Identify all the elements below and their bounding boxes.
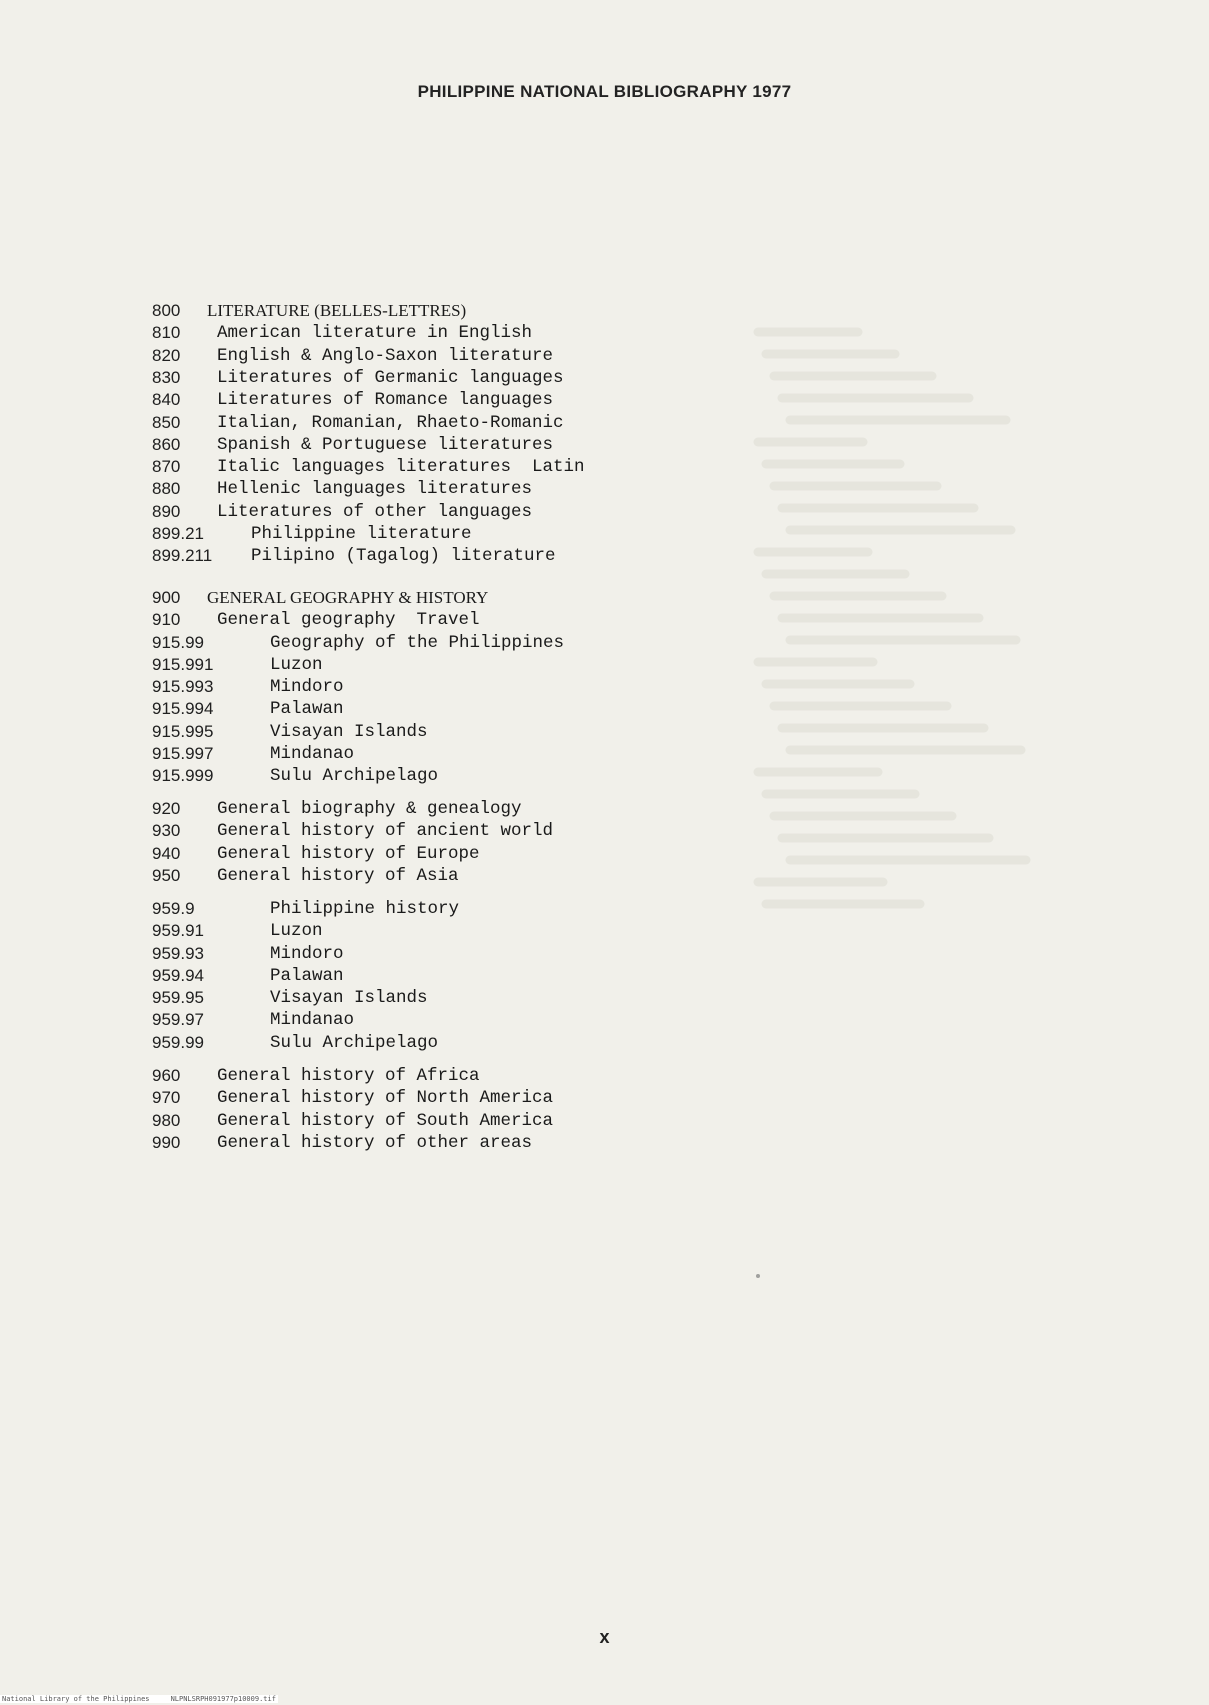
- class-label: Italian, Romanian, Rhaeto-Romanic: [217, 413, 564, 433]
- class-number: 915.99: [152, 633, 204, 652]
- class-number: 870: [152, 457, 181, 476]
- class-number: 860: [152, 435, 181, 454]
- class-number: 890: [152, 502, 181, 521]
- class-label: Italic languages literatures Latin: [217, 457, 585, 477]
- class-number: 915.995: [152, 722, 214, 741]
- class-number: 950: [152, 866, 181, 885]
- class-number: 820: [152, 346, 181, 365]
- class-number: 959.94: [152, 966, 204, 985]
- class-number: 980: [152, 1111, 181, 1130]
- class-label: Literatures of Romance languages: [217, 390, 554, 410]
- class-number: 959.93: [152, 944, 204, 963]
- class-label: General history of North America: [217, 1088, 554, 1108]
- paper-speck: [756, 1274, 760, 1278]
- class-label: Luzon: [270, 921, 323, 941]
- bleed-through-lines: [738, 322, 1068, 942]
- class-number: 959.97: [152, 1010, 204, 1029]
- class-number: 915.993: [152, 677, 214, 696]
- class-label: Sulu Archipelago: [270, 766, 439, 786]
- class-number: 840: [152, 390, 181, 409]
- class-number: 800: [152, 301, 181, 320]
- class-number: 810: [152, 323, 181, 342]
- class-label: Geography of the Philippines: [270, 633, 565, 653]
- class-label: Mindoro: [270, 944, 344, 964]
- class-label: General biography & genealogy: [217, 799, 522, 819]
- class-number: 830: [152, 368, 181, 387]
- class-label: Visayan Islands: [270, 988, 428, 1008]
- class-label: General history of Europe: [217, 844, 480, 864]
- bleed-through-texture: [700, 300, 1030, 920]
- class-label: Mindanao: [270, 744, 355, 764]
- class-label: Luzon: [270, 655, 323, 675]
- class-number: 960: [152, 1066, 181, 1085]
- class-label: Mindanao: [270, 1010, 355, 1030]
- class-number: 880: [152, 479, 181, 498]
- class-label: Mindoro: [270, 677, 344, 697]
- class-number: 899.21: [152, 524, 204, 543]
- class-label: General history of South America: [217, 1111, 554, 1131]
- page-number: x: [599, 1627, 610, 1647]
- class-number: 915.997: [152, 744, 214, 763]
- class-number: 959.99: [152, 1033, 204, 1052]
- class-number: 930: [152, 821, 181, 840]
- class-label: American literature in English: [217, 323, 533, 343]
- class-label: General history of other areas: [217, 1133, 533, 1153]
- class-label: Palawan: [270, 966, 344, 986]
- class-number: 959.95: [152, 988, 204, 1007]
- class-number: 915.991: [152, 655, 214, 674]
- class-label: General history of Africa: [217, 1066, 480, 1086]
- class-number: 959.91: [152, 921, 204, 940]
- page-title: PHILIPPINE NATIONAL BIBLIOGRAPHY 1977: [417, 82, 792, 101]
- class-number: 940: [152, 844, 181, 863]
- class-label: GENERAL GEOGRAPHY & HISTORY: [207, 588, 489, 607]
- class-label: Hellenic languages literatures: [217, 479, 533, 499]
- class-number: 959.9: [152, 899, 195, 918]
- class-number: 899.211: [152, 546, 213, 565]
- class-number: 900: [152, 588, 181, 607]
- class-number: 850: [152, 413, 181, 432]
- scan-footer: National Library of the Philippines NLPNLSRPH091977p10009.tif: [2, 1695, 276, 1703]
- class-label: General history of ancient world: [217, 821, 554, 841]
- class-number: 915.994: [152, 699, 214, 718]
- class-label: Visayan Islands: [270, 722, 428, 742]
- class-label: English & Anglo-Saxon literature: [217, 346, 554, 366]
- class-number: 910: [152, 610, 181, 629]
- class-label: Palawan: [270, 699, 344, 719]
- class-label: General history of Asia: [217, 866, 459, 886]
- class-label: General geography Travel: [217, 610, 480, 630]
- class-label: Pilipino (Tagalog) literature: [251, 546, 556, 566]
- class-label: Philippine literature: [251, 524, 472, 544]
- class-label: Literatures of other languages: [217, 502, 533, 522]
- class-label: Sulu Archipelago: [270, 1033, 439, 1053]
- class-label: Philippine history: [270, 899, 460, 919]
- class-label: Literatures of Germanic languages: [217, 368, 564, 388]
- class-label: LITERATURE (BELLES-LETTRES): [207, 301, 467, 320]
- class-number: 970: [152, 1088, 181, 1107]
- class-label: Spanish & Portuguese literatures: [217, 435, 554, 455]
- class-number: 990: [152, 1133, 181, 1152]
- class-number: 920: [152, 799, 181, 818]
- class-number: 915.999: [152, 766, 214, 785]
